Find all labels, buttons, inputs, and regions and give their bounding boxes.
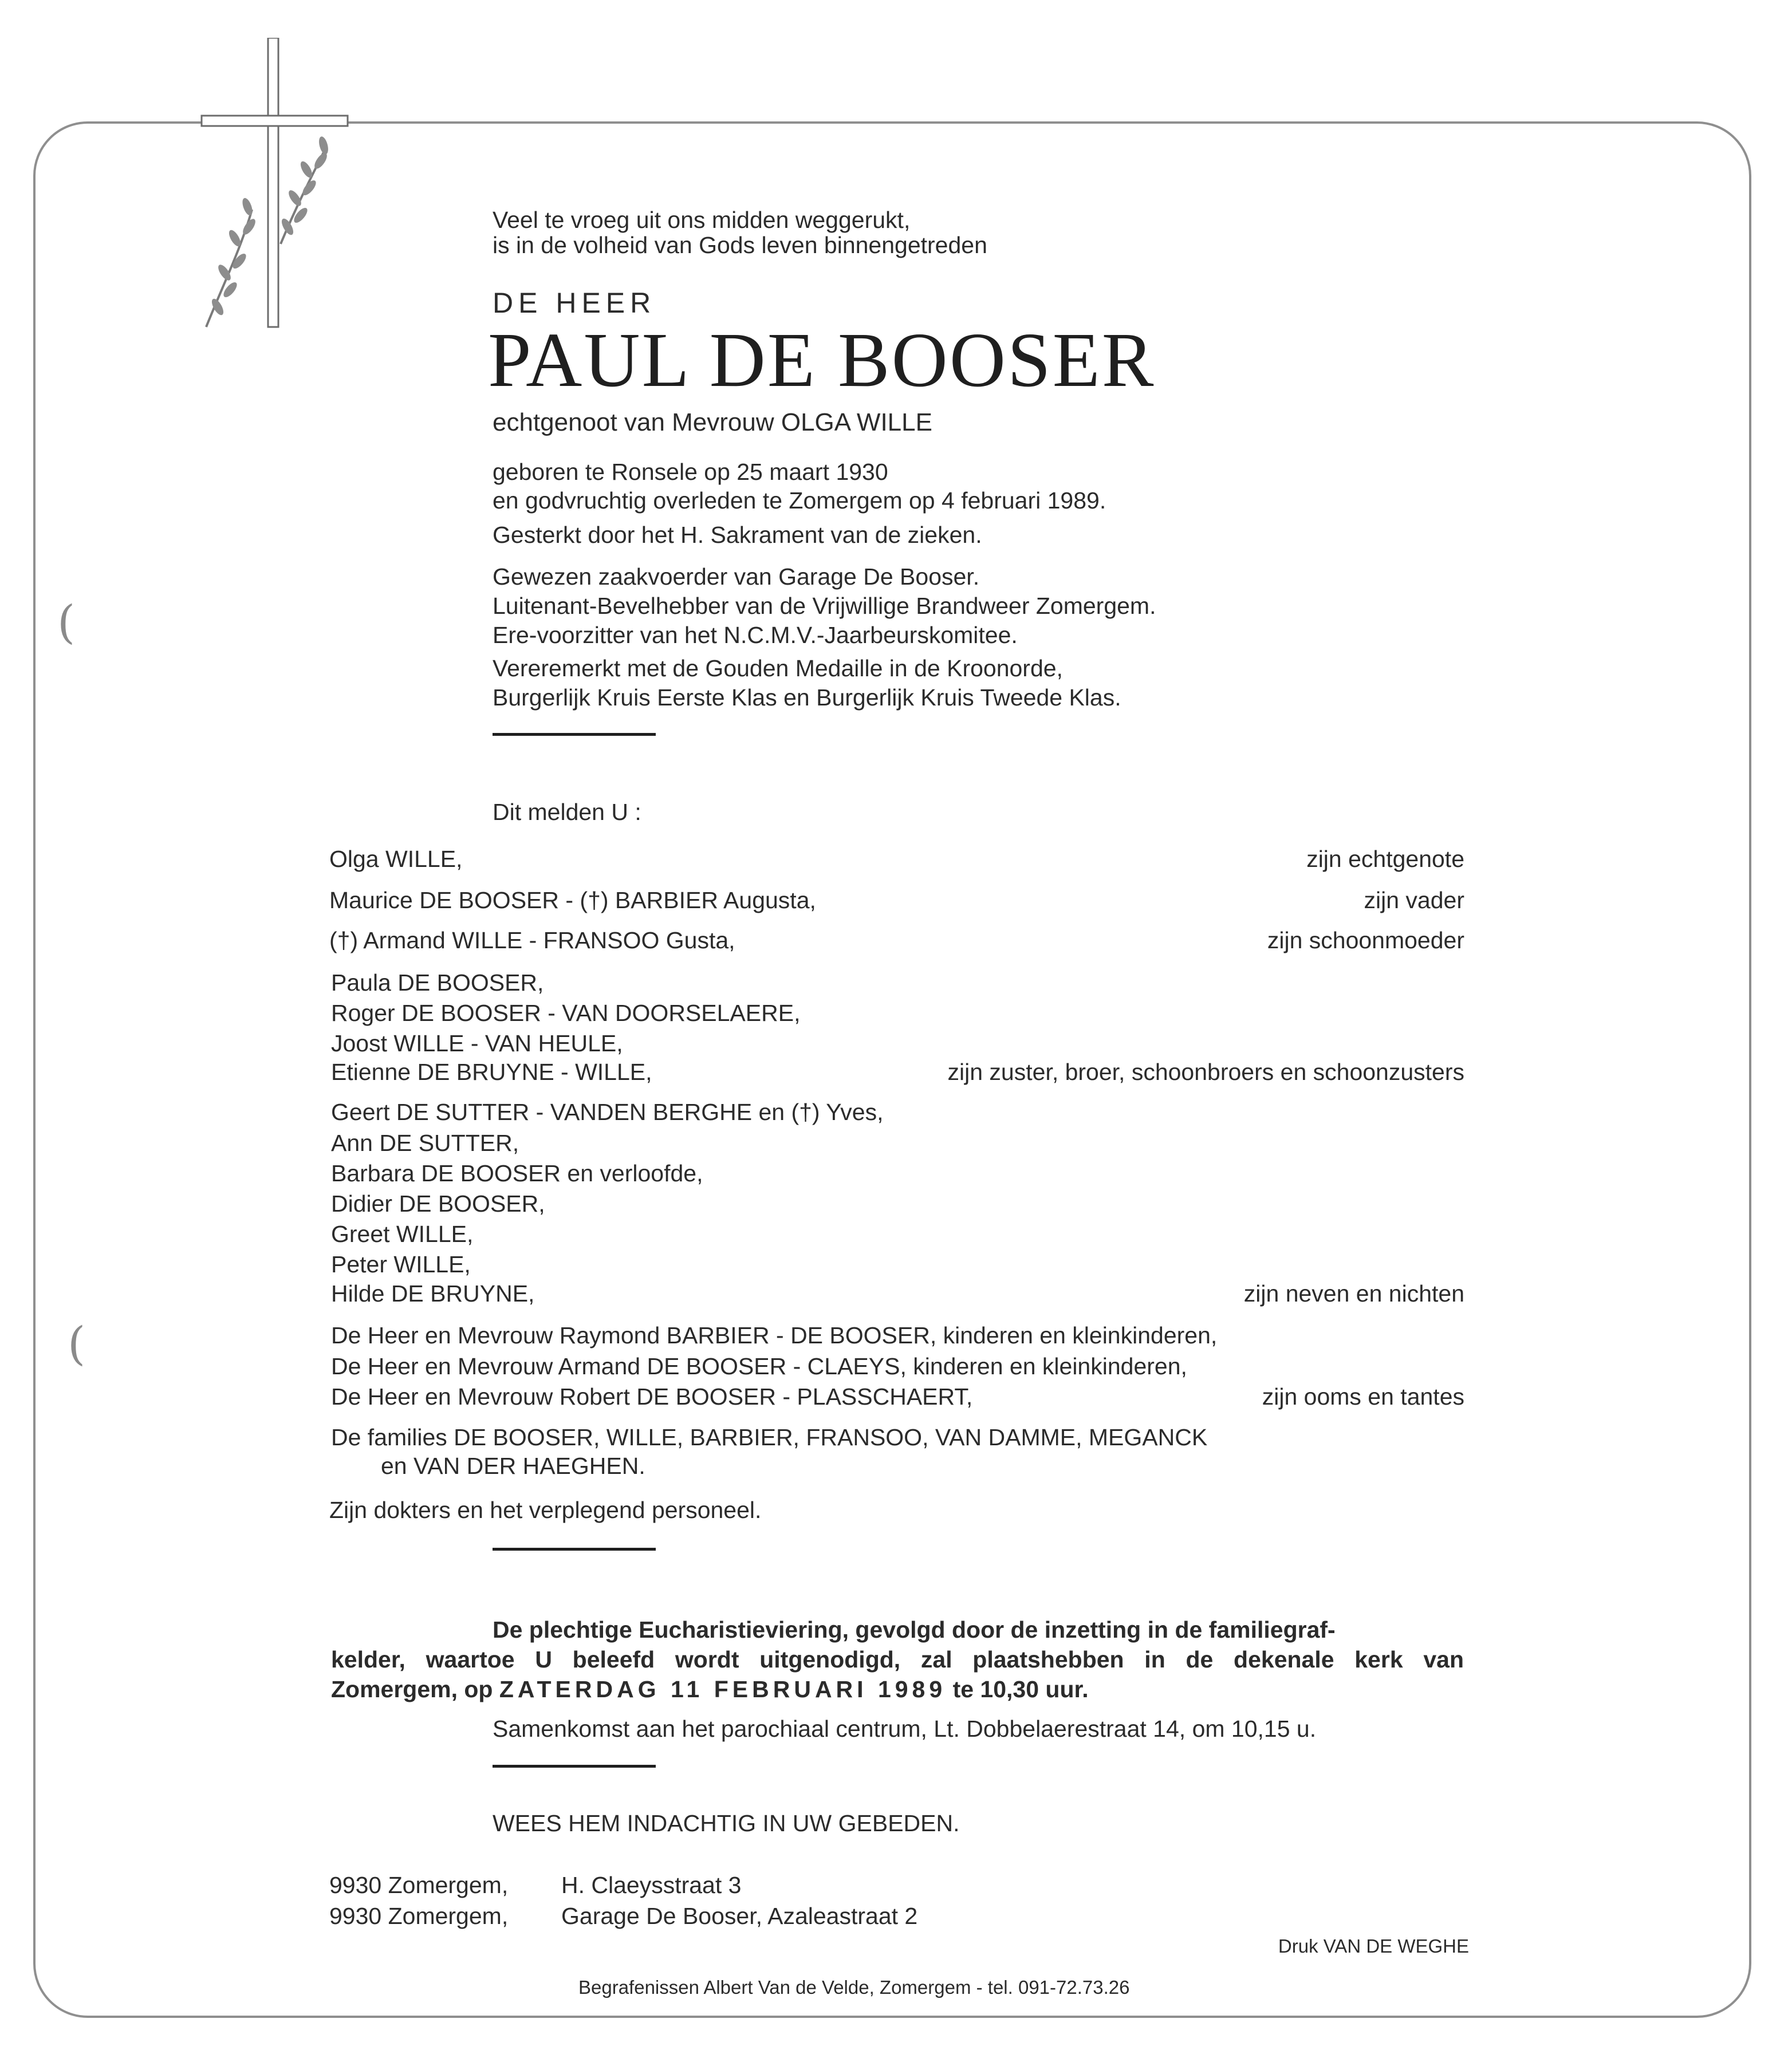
intro-line-2: is in de volheid van Gods leven binnengetreden: [493, 232, 987, 258]
doctors-line: Zijn dokters en het verplegend personeel.: [329, 1497, 762, 1523]
family-relation: zijn echtgenote: [1306, 846, 1464, 872]
cousin-name: Peter WILLE,: [331, 1251, 471, 1278]
sibling-name: Paula DE BOOSER,: [331, 969, 544, 996]
printer-credit: Druk VAN DE WEGHE: [1278, 1935, 1469, 1957]
announce-heading: Dit melden U :: [493, 799, 641, 825]
service-line-2: kelder, waartoe U beleefd wordt uitgenodigd, zal plaatshebben in de dekenale kerk van: [331, 1646, 1464, 1673]
family-relation: zijn vader: [1364, 887, 1464, 913]
punch-hole-mark: (: [57, 596, 76, 649]
uncle-line: De Heer en Mevrouw Armand DE BOOSER - CLAEYS, kinderen en kleinkinderen,: [331, 1353, 1187, 1379]
divider: [493, 1765, 656, 1768]
cousins-relation: zijn neven en nichten: [1243, 1280, 1464, 1307]
uncle-line: De Heer en Mevrouw Raymond BARBIER - DE BOOSER, kinderen en kleinkinderen,: [331, 1322, 1218, 1349]
sibling-name: Etienne DE BRUYNE - WILLE,: [331, 1059, 652, 1085]
families-line-2: en VAN DER HAEGHEN.: [381, 1453, 645, 1479]
career-line: Gewezen zaakvoerder van Garage De Booser.: [493, 563, 980, 590]
address-street: H. Claeysstraat 3: [561, 1872, 742, 1898]
families-line-1: De families DE BOOSER, WILLE, BARBIER, FRANSOO, VAN DAMME, MEGANCK: [331, 1424, 1208, 1450]
uncles-relation: zijn ooms en tantes: [1262, 1383, 1464, 1410]
intro-line-1: Veel te vroeg uit ons midden weggerukt,: [493, 207, 911, 233]
family-relation: zijn schoonmoeder: [1267, 927, 1464, 953]
punch-hole-mark: (: [68, 1317, 86, 1370]
gathering-line: Samenkomst aan het parochiaal centrum, Lt. Dobbelaerestraat 14, om 10,15 u.: [493, 1716, 1317, 1742]
divider: [493, 1548, 656, 1551]
family-name: (†) Armand WILLE - FRANSOO Gusta,: [329, 927, 735, 953]
birth-line: geboren te Ronsele op 25 maart 1930: [493, 459, 888, 485]
death-line: en godvruchtig overleden te Zomergem op 4 februari 1989.: [493, 487, 1106, 514]
divider: [493, 733, 656, 736]
honorific-title: DE HEER: [493, 287, 656, 319]
address-street: Garage De Booser, Azaleastraat 2: [561, 1903, 918, 1929]
sibling-name: Joost WILLE - VAN HEULE,: [331, 1030, 623, 1056]
cousin-name: Didier DE BOOSER,: [331, 1190, 545, 1217]
cousin-name: Hilde DE BRUYNE,: [331, 1280, 535, 1307]
cousin-name: Greet WILLE,: [331, 1221, 474, 1247]
prayer-line: WEES HEM INDACHTIG IN UW GEBEDEN.: [493, 1810, 960, 1836]
deceased-name: PAUL DE BOOSER: [488, 317, 1156, 403]
cousin-name: Ann DE SUTTER,: [331, 1130, 519, 1156]
family-name: Olga WILLE,: [329, 846, 463, 872]
service-line-1: De plechtige Eucharistieviering, gevolgd door de inzetting in de familiegraf-: [493, 1616, 1336, 1643]
uncle-line: De Heer en Mevrouw Robert DE BOOSER - PLASSCHAERT,: [331, 1383, 973, 1410]
address-city: 9930 Zomergem,: [329, 1903, 509, 1929]
undertaker-credit: Begrafenissen Albert Van de Velde, Zomergem - tel. 091-72.73.26: [578, 1977, 1130, 1998]
siblings-relation: zijn zuster, broer, schoonbroers en schoonzusters: [947, 1059, 1464, 1085]
honors-line: Vereremerkt met de Gouden Medaille in de Kroonorde,: [493, 655, 1063, 681]
career-line: Ere-voorzitter van het N.C.M.V.-Jaarbeurskomitee.: [493, 622, 1018, 648]
service-time: te 10,30 uur.: [952, 1676, 1089, 1702]
cousin-name: Barbara DE BOOSER en verloofde,: [331, 1160, 703, 1186]
career-line: Luitenant-Bevelhebber van de Vrijwillige Brandweer Zomergem.: [493, 593, 1156, 619]
address-city: 9930 Zomergem,: [329, 1872, 509, 1898]
service-date: ZATERDAG 11 FEBRUARI 1989: [499, 1676, 947, 1702]
cross-with-branches-icon: [195, 38, 355, 336]
service-line-3-pre: Zomergem, op: [331, 1676, 493, 1702]
sacrament-line: Gesterkt door het H. Sakrament van de zieken.: [493, 522, 982, 548]
cousin-name: Geert DE SUTTER - VANDEN BERGHE en (†) Yves,: [331, 1099, 884, 1125]
sibling-name: Roger DE BOOSER - VAN DOORSELAERE,: [331, 1000, 801, 1026]
spouse-line: echtgenoot van Mevrouw OLGA WILLE: [493, 408, 932, 436]
honors-line: Burgerlijk Kruis Eerste Klas en Burgerlijk Kruis Tweede Klas.: [493, 684, 1121, 711]
family-name: Maurice DE BOOSER - (†) BARBIER Augusta,: [329, 887, 816, 913]
